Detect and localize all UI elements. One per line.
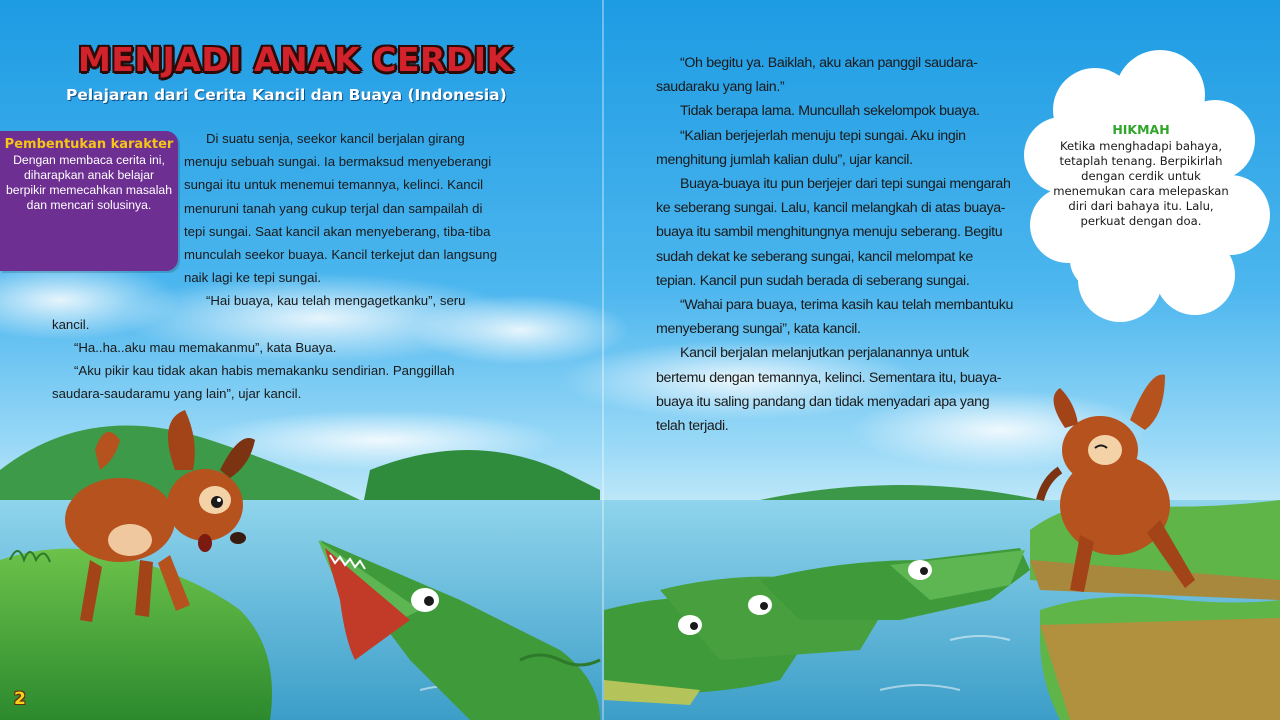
story-paragraph: “Hai buaya, kau telah mengagetkanku”, seru kancil. [52,293,466,332]
story-paragraph: Kancil berjalan melanjutkan perjalanannya untuk bertemu dengan temannya, kelinci. Sementara itu, buaya-buaya itu saling pandang dan tidak menyadari apa yang telah terjadi. [656,345,1002,435]
story-paragraph: Di suatu senja, seekor kancil berjalan girang menuju sebuah sungai. Ia bermaksud menyeberangi sungai itu untuk menemui temannya, kelinci. Kancil menuruni tanah yang cukup terjal dan sampailah di tepi sungai. Saat kancil akan menyeberang, tiba-tiba munculah seekor buaya. Kancil terkejut dan langsung naik lagi ke tepi sungai. [184,131,498,286]
story-paragraph: “Aku pikir kau tidak akan habis memakanku sendirian. Panggillah saudara-saudaramu yang lain”, ujar kancil. [52,363,455,402]
story-paragraph: “Wahai para buaya, terima kasih kau telah membantuku menyeberang sungai”, kata kancil. [656,297,1013,338]
story-paragraph: “Oh begitu ya. Baiklah, aku akan panggil saudara-saudaraku yang lain.” [656,55,978,96]
character-box-text: Dengan membaca cerita ini, diharapkan anak belajar berpikir memecahkan masalah dan mencari solusinya. [6,153,172,212]
page-title: MENJADI ANAK CERDIK [78,40,513,79]
character-box-heading: Pembentukan karakter [4,137,174,152]
hikmah-box [1053,108,1229,298]
story-paragraph: Buaya-buaya itu pun berjejer dari tepi sungai mengarah ke seberang sungai. Lalu, kancil melangkah di atas buaya-buaya itu sambil menghitungnya menuju seberang. Begitu sudah dekat ke seberang sungai, kancil melompat ke tepian. Kancil pun sudah berada di seberang sungai. [656,176,1011,289]
page-subtitle: Pelajaran dari Cerita Kancil dan Buaya (Indonesia) [66,86,507,104]
hikmah-text: Ketika menghadapi bahaya, tetaplah tenang. Berpikirlah dengan cerdik untuk menemukan cara melepaskan diri dari bahaya itu. Lalu, perkuat dengan doa. [1053,139,1229,228]
hikmah-heading: HIKMAH [1112,122,1170,137]
page-number: 2 [14,689,26,709]
story-text-right [656,51,1016,438]
story-text-left [52,127,502,405]
story-paragraph: “Kalian berjejerlah menuju tepi sungai. Aku ingin menghitung jumlah kalian dulu”, ujar kancil. [656,127,966,168]
story-paragraph: Tidak berapa lama. Muncullah sekelompok buaya. [680,103,980,120]
story-paragraph: “Ha..ha..aku mau memakanmu”, kata Buaya. [74,339,337,355]
page-gutter [602,0,604,720]
